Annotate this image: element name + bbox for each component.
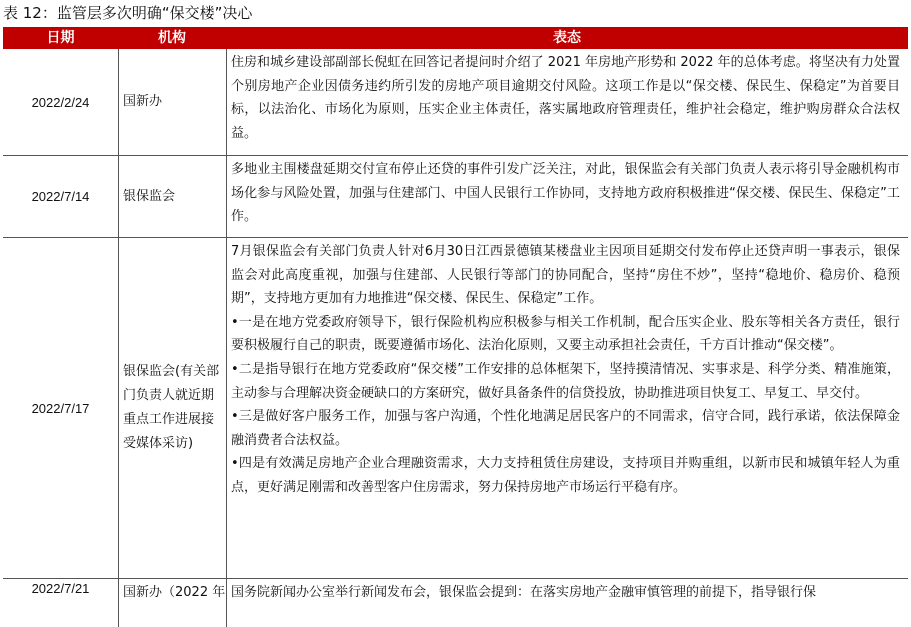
row-date: 2022/2/24 [31, 94, 90, 110]
header-desc: 表态 [553, 30, 581, 46]
header-org: 机构 [158, 30, 186, 46]
table-row [3, 156, 908, 238]
statement-table [3, 27, 908, 627]
table-row [3, 49, 908, 156]
table-row [3, 238, 908, 579]
row-date: 2022/7/17 [31, 400, 90, 416]
row-bullet: •四是有效满足房地产企业合理融资需求，大力支持租赁住房建设，支持项目并购重组，以新市民和城镇年轻人为重点，更好满足刚需和改善型客户住房需求，努力保持房地产市场运行平稳有序。 [231, 456, 900, 495]
row-date: 2022/7/14 [31, 189, 90, 204]
row-paragraph: 住房和城乡建设部副部长倪虹在回答记者提问时介绍了 2021 年房地产形势和 2022 年的总体考虑。将坚决有力处置个别房地产企业因债务违约所引发的房地产项目逾期交付风险。这项工作是以“保交楼、保民生、保稳定”为首要目标，以法治化、市场化为原则，压实企业主体责任，落实属地政府管理责任，维护社会稳定，维护购房群众合法权益。 [231, 55, 900, 141]
row-org: 银保监会 [118, 156, 226, 237]
row-desc [226, 49, 908, 155]
row-org: 国新办（2022 年 [118, 579, 226, 627]
row-bullet: •二是指导银行在地方党委政府“保交楼”工作安排的总体框架下，坚持摸清情况、实事求是、科学分类、精准施策，主动参与合理解决资金硬缺口的方案研究，做好具备条件的信贷投放，协助推进项目快复工、早复工、早交付。 [231, 361, 900, 401]
row-paragraph: 多地业主围楼盘延期交付宣布停止还贷的事件引发广泛关注，对此，银保监会有关部门负责人表示将引导金融机构市场化参与风险处置，加强与住建部门、中国人民银行工作协同，支持地方政府积极推进“保交楼、保民生、保稳定”工作。 [231, 162, 900, 225]
row-desc [226, 156, 908, 237]
row-paragraph: 7月银保监会有关部门负责人针对6月30日江西景德镇某楼盘业主因项目延期交付发布停止还贷声明一事表示，银保监会对此高度重视，加强与住建部、人民银行等部门的协同配合，坚持“房住不炒”，坚持“稳地价、稳房价、稳预期”，支持地方更加有力地推进“保交楼、保民生、保稳定”工作。 [231, 244, 900, 307]
row-org: 银保监会(有关部门负责人就近期重点工作进展接受媒体采访) [118, 238, 226, 578]
table-caption: 表 12：监管层多次明确“保交楼”决心 [3, 4, 253, 22]
table-row [3, 579, 908, 627]
row-org: 国新办 [118, 49, 226, 155]
row-desc [226, 579, 908, 627]
row-desc [226, 238, 908, 578]
table-header [3, 27, 908, 49]
row-paragraph: 国务院新闻办公室举行新闻发布会，银保监会提到：在落实房地产金融审慎管理的前提下，指导银行保 [231, 585, 817, 600]
row-bullet: •三是做好客户服务工作，加强与客户沟通，个性化地满足居民客户的不同需求，信守合同，践行承诺，依法保障金融消费者合法权益。 [231, 409, 900, 448]
header-date: 日期 [46, 30, 75, 46]
row-bullet: •一是在地方党委政府领导下，银行保险机构应积极参与相关工作机制，配合压实企业、股东等相关各方责任，银行要积极履行自己的职责，既要遵循市场化、法治化原则，又要主动承担社会责任，千方百计推动“保交楼”。 [231, 314, 900, 354]
row-date: 2022/7/21 [31, 581, 90, 596]
